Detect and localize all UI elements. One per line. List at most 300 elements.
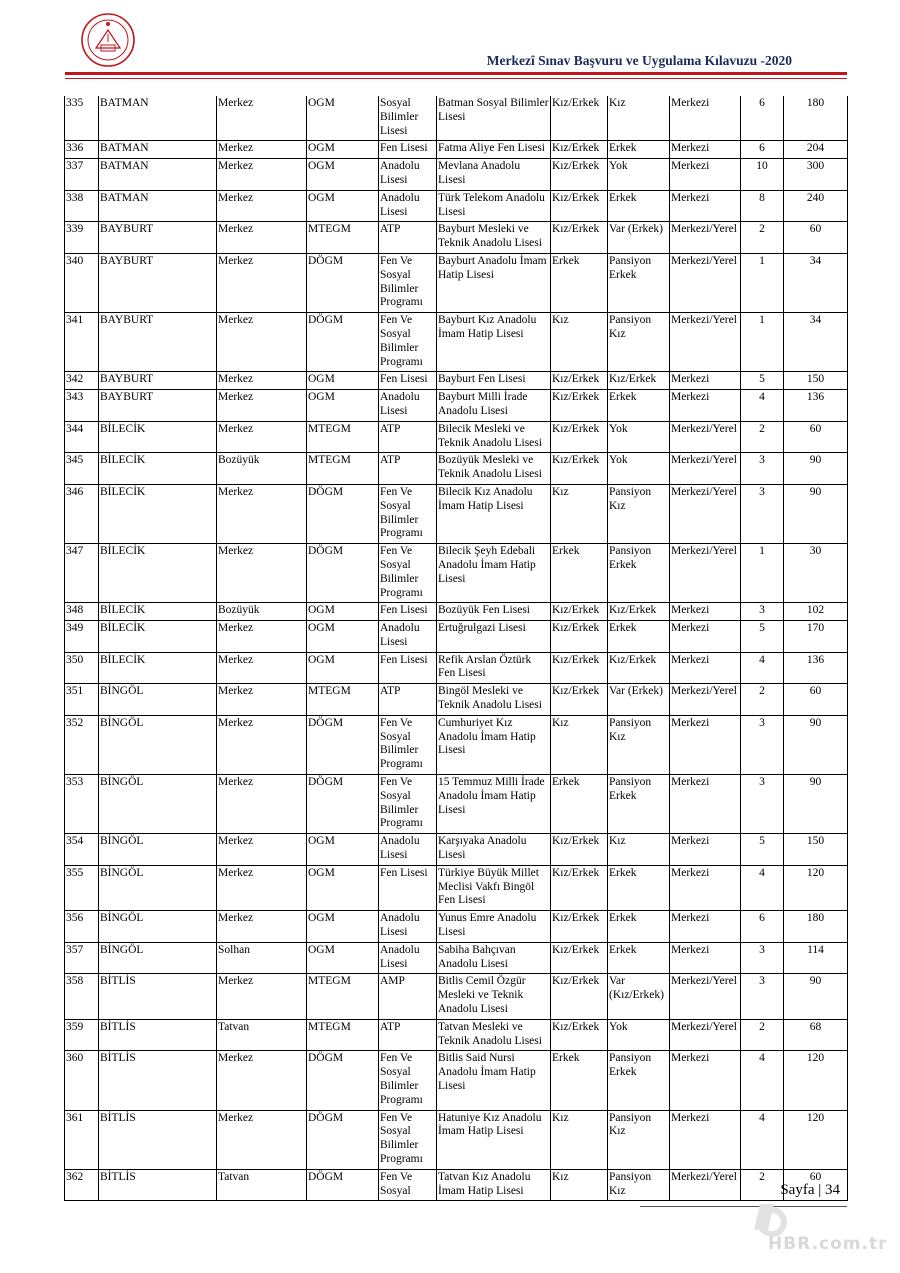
table-cell: 3 <box>741 603 784 621</box>
table-cell: 352 <box>65 715 99 774</box>
table-cell: Karşıyaka Anadolu Lisesi <box>437 834 551 866</box>
table-cell: Tatvan Kız Anadolu İmam Hatip Lisesi <box>437 1169 551 1201</box>
table-cell: DÖGM <box>307 715 379 774</box>
table-cell: MTEGM <box>307 222 379 254</box>
table-cell: Kız/Erkek <box>551 942 608 974</box>
table-cell: BATMAN <box>99 96 217 141</box>
table-cell: 1 <box>741 544 784 603</box>
table-cell: Fen Ve Sosyal Bilimler Programı <box>379 775 437 834</box>
table-cell: Pansiyon Erkek <box>608 1051 670 1110</box>
table-cell: 240 <box>784 190 848 222</box>
table-cell: Kız/Erkek <box>551 159 608 191</box>
table-cell: 120 <box>784 865 848 910</box>
table-cell: Merkez <box>217 1110 307 1169</box>
table-cell: Merkez <box>217 684 307 716</box>
table-cell: Refik Arslan Öztürk Fen Lisesi <box>437 652 551 684</box>
table-cell: BİTLİS <box>99 1051 217 1110</box>
table-cell: 300 <box>784 159 848 191</box>
table-cell: Merkezi/Yerel <box>670 1019 741 1051</box>
table-cell: 4 <box>741 1051 784 1110</box>
table-cell: Bilecik Kız Anadolu İmam Hatip Lisesi <box>437 484 551 543</box>
table-cell: 4 <box>741 865 784 910</box>
table-cell: Tatvan Mesleki ve Teknik Anadolu Lisesi <box>437 1019 551 1051</box>
table-cell: Bayburt Kız Anadolu İmam Hatip Lisesi <box>437 313 551 372</box>
table-cell: 90 <box>784 974 848 1019</box>
table-cell: BİTLİS <box>99 1169 217 1201</box>
table-cell: 180 <box>784 96 848 141</box>
table-cell: Kız/Erkek <box>551 453 608 485</box>
table-cell: 1 <box>741 313 784 372</box>
table-cell: Merkez <box>217 621 307 653</box>
table-cell: OGM <box>307 652 379 684</box>
table-cell: Pansiyon Kız <box>608 484 670 543</box>
table-cell: 355 <box>65 865 99 910</box>
table-cell: Hatuniye Kız Anadolu İmam Hatip Lisesi <box>437 1110 551 1169</box>
table-cell: MTEGM <box>307 974 379 1019</box>
table-cell: AMP <box>379 974 437 1019</box>
table-row <box>65 652 848 684</box>
table-cell: 5 <box>741 621 784 653</box>
table-cell: 114 <box>784 942 848 974</box>
table-cell: BİTLİS <box>99 1110 217 1169</box>
table-cell: Kız/Erkek <box>551 652 608 684</box>
table-cell: OGM <box>307 603 379 621</box>
table-row <box>65 313 848 372</box>
table-cell: ATP <box>379 684 437 716</box>
table-cell: Merkez <box>217 544 307 603</box>
table-row <box>65 775 848 834</box>
table-cell: 3 <box>741 974 784 1019</box>
table-cell: BAYBURT <box>99 390 217 422</box>
table-cell: Merkezi <box>670 652 741 684</box>
table-cell: 358 <box>65 974 99 1019</box>
table-cell: Merkez <box>217 484 307 543</box>
table-cell: Solhan <box>217 942 307 974</box>
table-cell: Merkezi <box>670 390 741 422</box>
table-cell: Ertuğrulgazi Lisesi <box>437 621 551 653</box>
table-cell: BİNGÖL <box>99 865 217 910</box>
table-cell: ATP <box>379 421 437 453</box>
table-cell: Kız <box>551 1110 608 1169</box>
table-cell: 349 <box>65 621 99 653</box>
table-cell: Merkezi <box>670 372 741 390</box>
table-cell: 347 <box>65 544 99 603</box>
hbr-watermark-logo <box>742 1196 892 1266</box>
table-cell: Merkez <box>217 372 307 390</box>
table-cell: Fen Ve Sosyal <box>379 1169 437 1201</box>
table-cell: Merkezi <box>670 715 741 774</box>
table-cell: DÖGM <box>307 484 379 543</box>
table-cell: Bozüyük <box>217 453 307 485</box>
ministry-seal-logo <box>80 12 136 68</box>
table-cell: OGM <box>307 865 379 910</box>
table-cell: DÖGM <box>307 253 379 312</box>
table-cell: Pansiyon Kız <box>608 715 670 774</box>
table-cell: Pansiyon Erkek <box>608 544 670 603</box>
table-cell: Bayburt Fen Lisesi <box>437 372 551 390</box>
table-cell: BİLECİK <box>99 603 217 621</box>
table-row <box>65 1169 848 1201</box>
table-cell: Yok <box>608 1019 670 1051</box>
table-cell: Var (Erkek) <box>608 684 670 716</box>
table-cell: BİNGÖL <box>99 715 217 774</box>
table-cell: Erkek <box>608 942 670 974</box>
table-cell: Kız/Erkek <box>551 621 608 653</box>
table-cell: MTEGM <box>307 684 379 716</box>
table-cell: Erkek <box>608 911 670 943</box>
table-cell: Bitlis Said Nursi Anadolu İmam Hatip Lisesi <box>437 1051 551 1110</box>
table-cell: Kız <box>551 715 608 774</box>
table-cell: Fen Lisesi <box>379 652 437 684</box>
table-cell: 353 <box>65 775 99 834</box>
table-row <box>65 865 848 910</box>
table-cell: Kız/Erkek <box>551 222 608 254</box>
table-cell: Erkek <box>608 390 670 422</box>
table-cell: Merkez <box>217 421 307 453</box>
table-cell: 343 <box>65 390 99 422</box>
table-cell: Bingöl Mesleki ve Teknik Anadolu Lisesi <box>437 684 551 716</box>
table-row <box>65 715 848 774</box>
table-row <box>65 621 848 653</box>
table-cell: Kız/Erkek <box>551 190 608 222</box>
table-cell: Merkez <box>217 190 307 222</box>
table-cell: 341 <box>65 313 99 372</box>
table-cell: DÖGM <box>307 313 379 372</box>
table-cell: 170 <box>784 621 848 653</box>
table-cell: 337 <box>65 159 99 191</box>
table-cell: BİLECİK <box>99 652 217 684</box>
table-cell: Kız/Erkek <box>551 96 608 141</box>
table-cell: 90 <box>784 775 848 834</box>
table-cell: 346 <box>65 484 99 543</box>
table-row <box>65 1019 848 1051</box>
table-row <box>65 222 848 254</box>
table-cell: 354 <box>65 834 99 866</box>
table-cell: Merkezi <box>670 621 741 653</box>
table-cell: Kız/Erkek <box>551 865 608 910</box>
table-row <box>65 390 848 422</box>
table-cell: BİLECİK <box>99 544 217 603</box>
table-cell: OGM <box>307 911 379 943</box>
table-row <box>65 942 848 974</box>
table-cell: Erkek <box>608 190 670 222</box>
table-cell: BAYBURT <box>99 253 217 312</box>
table-cell: 204 <box>784 141 848 159</box>
table-cell: 6 <box>741 96 784 141</box>
table-row <box>65 159 848 191</box>
table-cell: 3 <box>741 942 784 974</box>
table-row <box>65 974 848 1019</box>
table-cell: Var (Erkek) <box>608 222 670 254</box>
table-cell: 360 <box>65 1051 99 1110</box>
table-cell: Bayburt Anadolu İmam Hatip Lisesi <box>437 253 551 312</box>
table-cell: 4 <box>741 652 784 684</box>
table-cell: BİLECİK <box>99 484 217 543</box>
table-cell: Bozüyük <box>217 603 307 621</box>
table-cell: Bozüyük Fen Lisesi <box>437 603 551 621</box>
table-cell: 60 <box>784 222 848 254</box>
table-cell: Erkek <box>551 253 608 312</box>
table-cell: Anadolu Lisesi <box>379 159 437 191</box>
table-cell: Merkez <box>217 715 307 774</box>
table-cell: MTEGM <box>307 1019 379 1051</box>
table-cell: 60 <box>784 421 848 453</box>
table-cell: Pansiyon Kız <box>608 1110 670 1169</box>
table-cell: Türk Telekom Anadolu Lisesi <box>437 190 551 222</box>
table-cell: Erkek <box>608 865 670 910</box>
table-cell: OGM <box>307 159 379 191</box>
table-cell: BİNGÖL <box>99 911 217 943</box>
table-cell: 3 <box>741 453 784 485</box>
table-cell: Merkezi/Yerel <box>670 222 741 254</box>
table-row <box>65 1110 848 1169</box>
table-cell: Merkezi <box>670 141 741 159</box>
page-number: Sayfa | 34 <box>780 1182 840 1198</box>
table-cell: Kız/Erkek <box>551 684 608 716</box>
table-cell: ATP <box>379 453 437 485</box>
table-cell: Kız/Erkek <box>551 1019 608 1051</box>
table-cell: Merkezi <box>670 1110 741 1169</box>
table-cell: DÖGM <box>307 1169 379 1201</box>
table-cell: 338 <box>65 190 99 222</box>
table-cell: BİNGÖL <box>99 834 217 866</box>
table-cell: 6 <box>741 911 784 943</box>
table-cell: OGM <box>307 141 379 159</box>
table-body <box>65 96 848 1201</box>
table-cell: Merkez <box>217 1051 307 1110</box>
table-cell: 335 <box>65 96 99 141</box>
table-cell: BAYBURT <box>99 222 217 254</box>
table-cell: Kız/Erkek <box>551 603 608 621</box>
table-cell: Merkez <box>217 222 307 254</box>
table-row <box>65 190 848 222</box>
table-cell: Merkezi/Yerel <box>670 544 741 603</box>
table-cell: 120 <box>784 1110 848 1169</box>
table-cell: Kız/Erkek <box>608 603 670 621</box>
table-row <box>65 603 848 621</box>
table-row <box>65 421 848 453</box>
table-cell: Sabiha Bahçıvan Anadolu Lisesi <box>437 942 551 974</box>
header-rule-thin <box>65 78 847 79</box>
table-cell: 336 <box>65 141 99 159</box>
table-cell: Merkez <box>217 253 307 312</box>
table-cell: BİNGÖL <box>99 775 217 834</box>
table-cell: BATMAN <box>99 141 217 159</box>
table-cell: Kız <box>608 96 670 141</box>
table-cell: 351 <box>65 684 99 716</box>
table-cell: Erkek <box>551 775 608 834</box>
table-cell: Kız/Erkek <box>608 372 670 390</box>
table-cell: 120 <box>784 1051 848 1110</box>
table-cell: Merkez <box>217 865 307 910</box>
table-cell: Tatvan <box>217 1019 307 1051</box>
table-cell: Merkezi <box>670 942 741 974</box>
table-cell: Kız/Erkek <box>608 652 670 684</box>
table-cell: 10 <box>741 159 784 191</box>
table-cell: Pansiyon Kız <box>608 1169 670 1201</box>
table-cell: Bilecik Mesleki ve Teknik Anadolu Lisesi <box>437 421 551 453</box>
table-cell: Merkezi <box>670 834 741 866</box>
table-cell: ATP <box>379 222 437 254</box>
table-cell: Kız <box>551 484 608 543</box>
table-cell: Fen Ve Sosyal Bilimler Programı <box>379 1051 437 1110</box>
table-row <box>65 1051 848 1110</box>
table-row <box>65 684 848 716</box>
table-cell: 136 <box>784 390 848 422</box>
table-cell: 180 <box>784 911 848 943</box>
table-cell: Merkez <box>217 911 307 943</box>
table-cell: Merkezi/Yerel <box>670 421 741 453</box>
table-cell: BİNGÖL <box>99 942 217 974</box>
table-cell: Yunus Emre Anadolu Lisesi <box>437 911 551 943</box>
table-cell: Fen Ve Sosyal Bilimler Programı <box>379 544 437 603</box>
table-cell: Erkek <box>608 621 670 653</box>
table-cell: Erkek <box>551 544 608 603</box>
table-cell: Merkezi <box>670 190 741 222</box>
table-cell: 361 <box>65 1110 99 1169</box>
table-cell: Anadolu Lisesi <box>379 942 437 974</box>
document-title: Merkezî Sınav Başvuru ve Uygulama Kılavuzu -2020 <box>486 53 792 68</box>
table-cell: Bozüyük Mesleki ve Teknik Anadolu Lisesi <box>437 453 551 485</box>
table-cell: 1 <box>741 253 784 312</box>
table-cell: 340 <box>65 253 99 312</box>
table-cell: 90 <box>784 715 848 774</box>
table-cell: 2 <box>741 222 784 254</box>
table-cell: DÖGM <box>307 544 379 603</box>
table-cell: 150 <box>784 834 848 866</box>
table-cell: BİTLİS <box>99 1019 217 1051</box>
table-cell: Merkezi/Yerel <box>670 974 741 1019</box>
table-cell: 357 <box>65 942 99 974</box>
table-cell: BATMAN <box>99 190 217 222</box>
table-cell: 150 <box>784 372 848 390</box>
table-cell: Mevlana Anadolu Lisesi <box>437 159 551 191</box>
table-row <box>65 834 848 866</box>
table-row <box>65 253 848 312</box>
table-cell: BİTLİS <box>99 974 217 1019</box>
table-cell: Merkezi <box>670 1051 741 1110</box>
table-cell: Fen Ve Sosyal Bilimler Programı <box>379 313 437 372</box>
table-row <box>65 141 848 159</box>
table-cell: Merkez <box>217 390 307 422</box>
table-cell: BİLECİK <box>99 621 217 653</box>
table-cell: 34 <box>784 253 848 312</box>
table-cell: OGM <box>307 834 379 866</box>
table-cell: Anadolu Lisesi <box>379 390 437 422</box>
table-cell: Kız <box>551 1169 608 1201</box>
table-cell: Erkek <box>551 1051 608 1110</box>
table-cell: Merkezi <box>670 775 741 834</box>
table-cell: Bilecik Şeyh Edebali Anadolu İmam Hatip Lisesi <box>437 544 551 603</box>
table-row <box>65 911 848 943</box>
table-cell: 60 <box>784 1169 848 1201</box>
table-cell: 356 <box>65 911 99 943</box>
table-cell: Batman Sosyal Bilimler Lisesi <box>437 96 551 141</box>
table-cell: 2 <box>741 1169 784 1201</box>
table-cell: Merkezi <box>670 159 741 191</box>
table-cell: Kız <box>608 834 670 866</box>
table-cell: Sosyal Bilimler Lisesi <box>379 96 437 141</box>
table-cell: BAYBURT <box>99 313 217 372</box>
table-cell: DÖGM <box>307 775 379 834</box>
table-cell: ATP <box>379 1019 437 1051</box>
table-cell: Fatma Aliye Fen Lisesi <box>437 141 551 159</box>
table-cell: Kız/Erkek <box>551 141 608 159</box>
table-cell: Merkezi/Yerel <box>670 484 741 543</box>
table-cell: Erkek <box>608 141 670 159</box>
table-cell: Merkezi/Yerel <box>670 1169 741 1201</box>
table-cell: OGM <box>307 390 379 422</box>
table-cell: OGM <box>307 942 379 974</box>
table-cell: 90 <box>784 453 848 485</box>
table-cell: OGM <box>307 621 379 653</box>
table-row <box>65 484 848 543</box>
table-cell: Merkez <box>217 159 307 191</box>
table-cell: DÖGM <box>307 1051 379 1110</box>
table-cell: Anadolu Lisesi <box>379 834 437 866</box>
table-cell: Türkiye Büyük Millet Meclisi Vakfı Bingöl Fen Lisesi <box>437 865 551 910</box>
table-cell: 4 <box>741 390 784 422</box>
table-row <box>65 96 848 141</box>
watermark-text: HBR.com.tr <box>768 1234 888 1254</box>
table-cell: 34 <box>784 313 848 372</box>
table-cell: Merkezi <box>670 865 741 910</box>
table-cell: Merkezi/Yerel <box>670 453 741 485</box>
table-cell: Merkezi <box>670 603 741 621</box>
table-cell: 30 <box>784 544 848 603</box>
table-cell: 5 <box>741 834 784 866</box>
table-cell: 2 <box>741 684 784 716</box>
table-cell: Cumhuriyet Kız Anadolu İmam Hatip Lisesi <box>437 715 551 774</box>
table-cell: Bayburt Mesleki ve Teknik Anadolu Lisesi <box>437 222 551 254</box>
table-row <box>65 544 848 603</box>
table-cell: 136 <box>784 652 848 684</box>
table-cell: MTEGM <box>307 453 379 485</box>
table-cell: 90 <box>784 484 848 543</box>
table-cell: 339 <box>65 222 99 254</box>
table-cell: Anadolu Lisesi <box>379 621 437 653</box>
table-cell: BİLECİK <box>99 421 217 453</box>
school-quota-table <box>64 96 848 1201</box>
table-cell: Var (Kız/Erkek) <box>608 974 670 1019</box>
table-cell: Merkezi <box>670 911 741 943</box>
table-cell: Fen Lisesi <box>379 372 437 390</box>
table-cell: Yok <box>608 421 670 453</box>
table-cell: Merkez <box>217 834 307 866</box>
table-cell: Merkez <box>217 96 307 141</box>
table-cell: Merkez <box>217 313 307 372</box>
table-cell: Anadolu Lisesi <box>379 911 437 943</box>
table-cell: Fen Ve Sosyal Bilimler Programı <box>379 715 437 774</box>
table-cell: Kız/Erkek <box>551 834 608 866</box>
table-cell: 3 <box>741 775 784 834</box>
table-cell: BAYBURT <box>99 372 217 390</box>
table-cell: Kız/Erkek <box>551 911 608 943</box>
table-cell: Kız/Erkek <box>551 390 608 422</box>
table-cell: Fen Lisesi <box>379 865 437 910</box>
table-cell: Fen Lisesi <box>379 603 437 621</box>
table-cell: 3 <box>741 715 784 774</box>
table-cell: BATMAN <box>99 159 217 191</box>
table-cell: 68 <box>784 1019 848 1051</box>
table-cell: BİNGÖL <box>99 684 217 716</box>
table-cell: 345 <box>65 453 99 485</box>
table-cell: Bitlis Cemil Özgür Mesleki ve Teknik Anadolu Lisesi <box>437 974 551 1019</box>
table-cell: Merkezi/Yerel <box>670 313 741 372</box>
table-cell: Pansiyon Erkek <box>608 775 670 834</box>
table-cell: Kız/Erkek <box>551 974 608 1019</box>
table-cell: Bayburt Milli İrade Anadolu Lisesi <box>437 390 551 422</box>
